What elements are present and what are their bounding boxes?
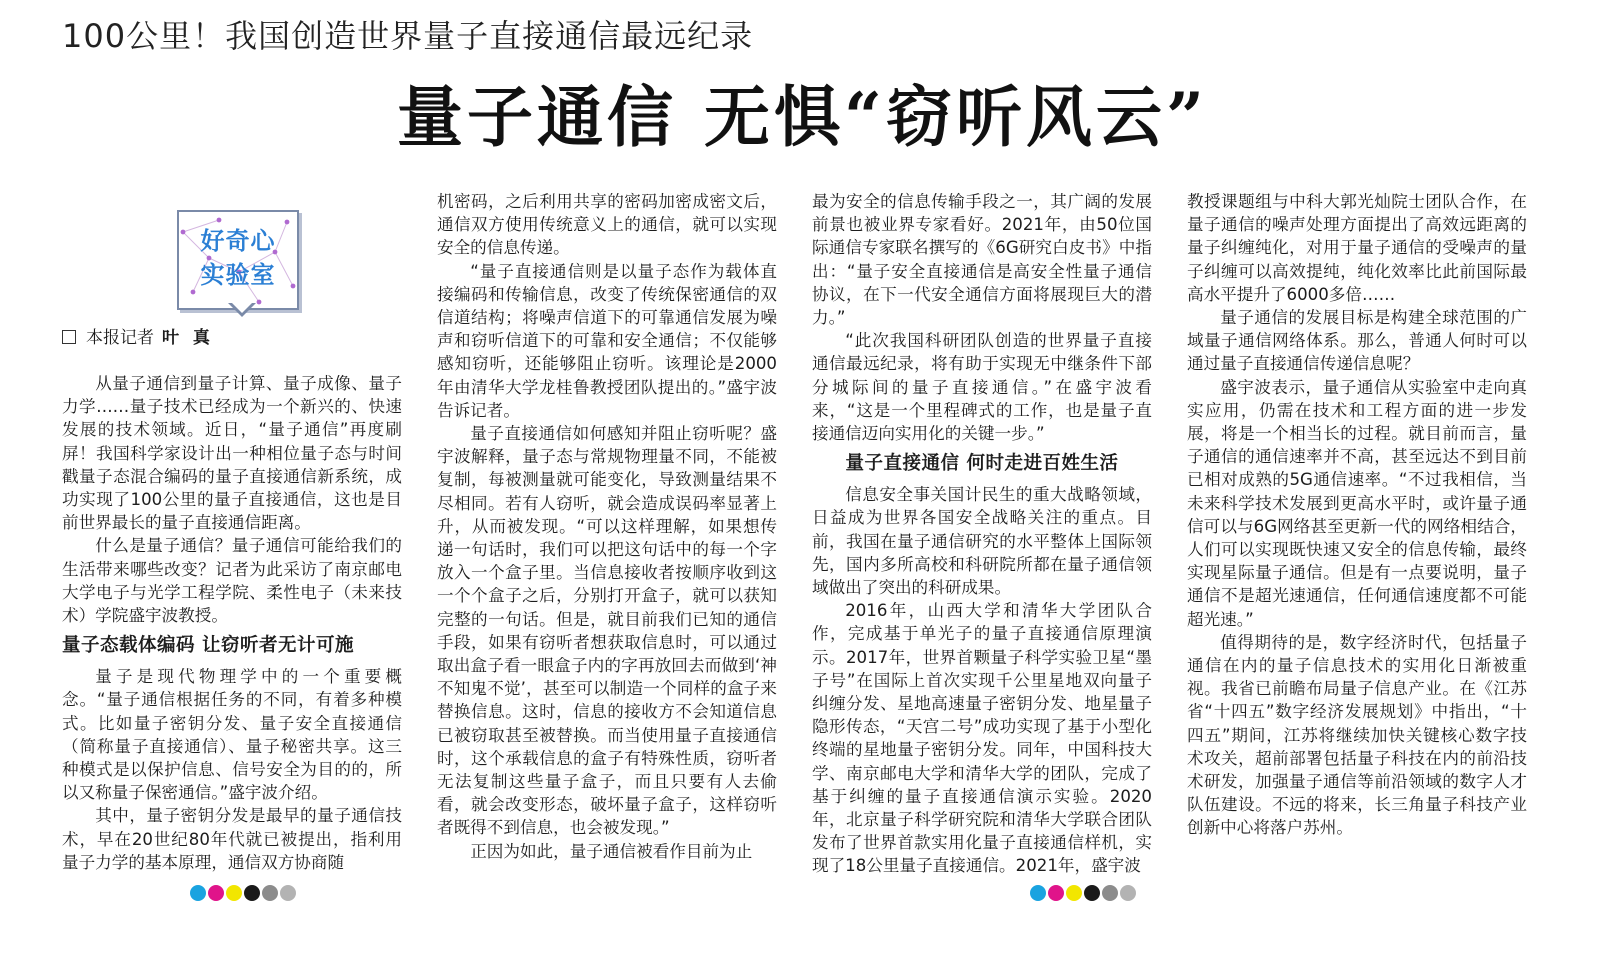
article-paragraph: 教授课题组与中科大郭光灿院士团队合作，在量子通信的噪声处理方面提出了高效远距离的量子纠缠纯化，对用于量子通信的受噪声的量子纠缠可以高效提纯，纯化效率比此前国际最高水平提升了6000多倍…… (1187, 192, 1527, 304)
article-paragraph: 盛宇波表示，量子通信从实验室中走向真实应用，仍需在技术和工程方面的进一步发展，将是一个相当长的过程。就目前而言，量子通信的通信速率并不高，甚至远达不到目前已相对成熟的5G通信速率。“不过我相信，当未来科学技术发展到更高水平时，或许量子通信可以与6G网络甚至更新一代的网络相结合，人们可以实现既快速又安全的信息传输，最终实现星际量子通信。但是有一点要说明，量子通信不是超光速通信，任何通信速度都不可能超光速。” (1187, 377, 1527, 629)
column-badge (177, 210, 299, 310)
article-column-4 (1187, 190, 1527, 890)
kicker-headline: 100公里！我国创造世界量子直接通信最远纪录 (62, 17, 754, 55)
square-bullet-icon (62, 330, 76, 344)
article-column-3 (812, 190, 1152, 890)
registration-dot (1120, 885, 1136, 901)
registration-dot (1066, 885, 1082, 901)
registration-dot (208, 885, 224, 901)
article-paragraph: 从量子通信到量子计算、量子成像、量子力学……量子技术已经成为一个新兴的、快速发展的技术领域。近日，“量子通信”再度刷屏！我国科学家设计出一种相位量子态与时间戳量子态混合编码的量子直接通信新系统，成功实现了100公里的量子直接通信，这也是目前世界最长的量子直接通信距离。 (62, 374, 402, 533)
registration-dot (190, 885, 206, 901)
article-paragraph: 信息安全事关国计民生的重大战略领域，日益成为世界各国安全战略关注的重点。目前，我国在量子通信研究的水平整体上国际领先，国内多所高校和科研院所都在量子通信领域做出了突出的科研成果。 (812, 485, 1152, 598)
article-paragraph: “此次我国科研团队创造的世界量子直接通信最远纪录，将有助于实现无中继条件下部分城际间的量子直接通信。”在盛宇波看来，“这是一个里程碑式的工作，也是量子直接通信迈向实用化的关键一步。” (812, 331, 1152, 444)
badge-pointer-inner (231, 302, 253, 313)
article-paragraph: 正因为如此，量子通信被看作目前为止 (470, 841, 753, 861)
byline-prefix: 本报记者 (86, 328, 154, 348)
section-subheading: 量子态载体编码 让窃听者无计可施 (62, 635, 354, 657)
registration-dot (1102, 885, 1118, 901)
article-column-1 (62, 372, 402, 892)
article-paragraph: 值得期待的是，数字经济时代，包括量子通信在内的量子信息技术的实用化日渐被重视。我省已前瞻布局量子信息产业。在《江苏省“十四五”数字经济发展规划》中指出，“十四五”期间，江苏将继续加快关键核心数字技术攻关，超前部署包括量子科技在内的前沿技术研发，加强量子通信等前沿领域的数字人才队伍建设。不远的将来，长三角量子科技产业创新中心将落户苏州。 (1187, 632, 1527, 838)
article-paragraph: 量子通信的发展目标是构建全球范围的广域量子通信网络体系。那么，普通人何时可以通过量子直接通信传递信息呢？ (1187, 308, 1527, 374)
byline-author: 叶 真 (162, 328, 214, 348)
registration-dot (244, 885, 260, 901)
article-paragraph: 其中，量子密钥分发是最早的量子通信技术，早在20世纪80年代就已被提出，指利用量子力学的基本原理，通信双方协商随 (62, 806, 402, 872)
byline (62, 326, 214, 350)
registration-dot (1084, 885, 1100, 901)
article-paragraph: 机密码，之后利用共享的密码加密成密文后，通信双方使用传统意义上的通信，就可以实现安全的信息传递。 (437, 192, 777, 258)
article-paragraph: 最为安全的信息传输手段之一，其广阔的发展前景也被业界专家看好。2021年，由50位国际通信专家联名撰写的《6G研究白皮书》中指出：“量子安全直接通信是高安全性量子通信协议，在下一代安全通信方面将展现巨大的潜力。” (812, 192, 1152, 328)
badge-label (179, 224, 297, 292)
article-column-2 (437, 190, 777, 890)
section-subheading: 量子直接通信 何时走进百姓生活 (845, 453, 1119, 475)
article-paragraph: 2016年，山西大学和清华大学团队合作，完成基于单光子的量子直接通信原理演示。2017年，世界首颗量子科学实验卫星“墨子号”在国际上首次实现千公里星地双向量子纠缠分发、星地高速量子密钥分发、地星量子隐形传态，“天宫二号”成功实现了基于小型化终端的星地量子密钥分发。同年，中国科技大学、南京邮电大学和清华大学的团队，完成了基于纠缠的量子直接通信演示实验。2020年，北京量子科学研究院和清华大学联合团队发布了世界首款实用化量子直接通信样机，实现了18公里量子直接通信。2021年，盛宇波 (812, 601, 1152, 876)
registration-dot (1030, 885, 1046, 901)
badge-label-line2: 实验室 (200, 261, 276, 289)
article-paragraph: 量子直接通信如何感知并阻止窃听呢？盛宇波解释，量子态与常规物理量不同，不能被复制，每被测量就可能变化，导致测量结果不尽相同。若有人窃听，就会造成误码率显著上升，从而被发现。“可以这样理解，如果想传递一句话时，我们可以把这句话中的每一个字放入一个盒子里。当信息接收者按顺序收到这一个个盒子之后，分别打开盒子，就可以获知完整的一句话。但是，就目前我们已知的通信手段，如果有窃听者想获取信息时，可以通过取出盒子看一眼盒子内的字再放回去而做到‘神不知鬼不觉’，甚至可以制造一个同样的盒子来替换信息。这时，信息的接收方不会知道信息已被窃取甚至被替换。而当使用量子直接通信时，这个承载信息的盒子有特殊性质，窃听者无法复制这些量子盒子，而且只要有人去偷看，就会改变形态，破坏量子盒子，这样窃听者既得不到信息，也会被发现。” (437, 424, 777, 838)
article-paragraph: 量子是现代物理学中的一个重要概念。“量子通信根据任务的不同，有着多种模式。比如量子密钥分发、量子安全直接通信（简称量子直接通信）、量子秘密共享。这三种模式是以保护信息、信号安全为目的的，所以又称量子保密通信。”盛宇波介绍。 (62, 667, 402, 803)
registration-marks-left (190, 885, 296, 903)
registration-dot (226, 885, 242, 901)
main-headline: 量子通信 无惧“窃听风云” (397, 78, 1208, 156)
registration-dot (280, 885, 296, 901)
registration-dot (262, 885, 278, 901)
registration-dot (1048, 885, 1064, 901)
article-paragraph: 什么是量子通信？量子通信可能给我们的生活带来哪些改变？记者为此采访了南京邮电大学电子与光学工程学院、柔性电子（未来技术）学院盛宇波教授。 (62, 536, 402, 626)
registration-marks-right (1030, 885, 1136, 903)
badge-label-line1: 好奇心 (200, 227, 276, 255)
article-paragraph: “量子直接通信则是以量子态作为载体直接编码和传输信息，改变了传统保密通信的双信道结构；将噪声信道下的可靠通信发展为噪声和窃听信道下的可靠和安全通信；不仅能够感知窃听，还能够阻止窃听。该理论是2000年由清华大学龙桂鲁教授团队提出的。”盛宇波告诉记者。 (437, 261, 777, 420)
